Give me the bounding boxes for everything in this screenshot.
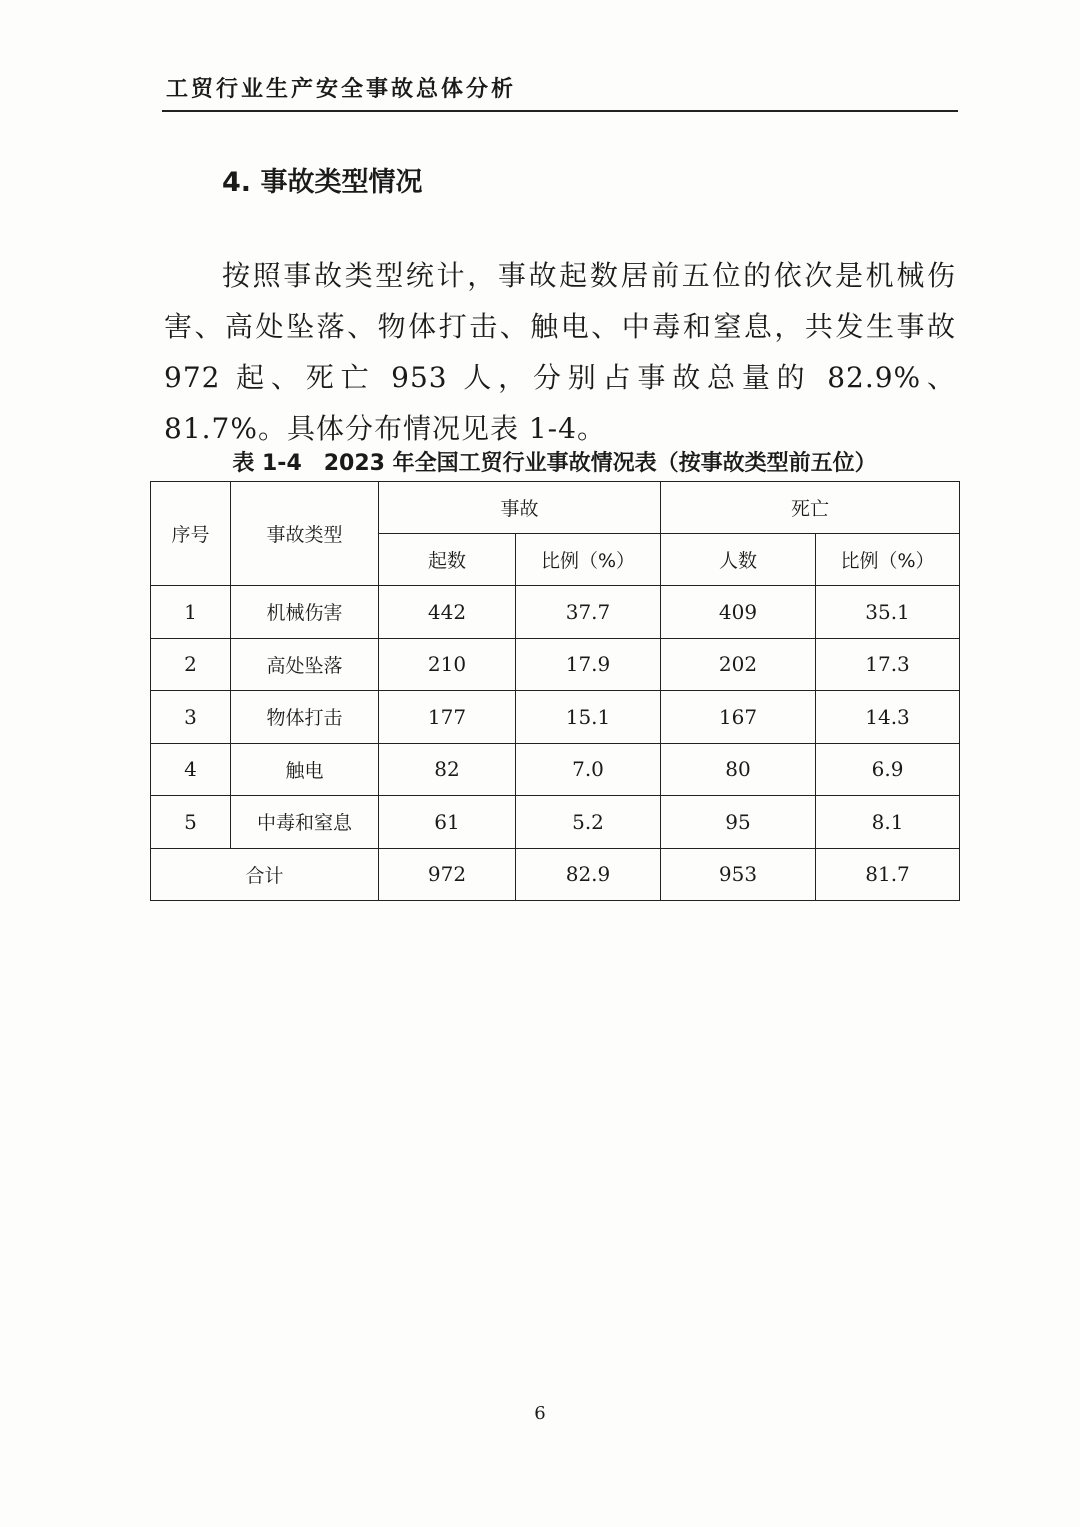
table-row [151,743,960,796]
cell-serial: 2 [151,638,231,691]
cell-serial: 1 [151,586,231,639]
cell-accident-count: 82 [379,743,516,796]
header-accident-ratio: 比例（%） [516,534,661,586]
cell-death-ratio: 6.9 [816,743,960,796]
cell-accident-count: 61 [379,796,516,849]
cell-type: 物体打击 [231,691,379,744]
total-label: 合计 [151,848,379,901]
header-rule [162,110,958,112]
cell-death-count: 95 [661,796,816,849]
cell-accident-count: 210 [379,638,516,691]
total-accident-count: 972 [379,848,516,901]
cell-accident-ratio: 7.0 [516,743,661,796]
page-number: 6 [534,1403,546,1424]
table-row [151,638,960,691]
cell-serial: 4 [151,743,231,796]
table-total-row [151,848,960,901]
cell-type: 中毒和窒息 [231,796,379,849]
cell-serial: 3 [151,691,231,744]
cell-death-ratio: 17.3 [816,638,960,691]
header-death-ratio: 比例（%） [816,534,960,586]
cell-accident-ratio: 5.2 [516,796,661,849]
cell-death-ratio: 14.3 [816,691,960,744]
header-accidents: 事故 [379,482,661,534]
cell-type: 机械伤害 [231,586,379,639]
table-row [151,691,960,744]
total-death-ratio: 81.7 [816,848,960,901]
header-accident-count: 起数 [379,534,516,586]
table-row [151,586,960,639]
cell-death-count: 409 [661,586,816,639]
cell-accident-ratio: 17.9 [516,638,661,691]
running-header: 工贸行业生产安全事故总体分析 [166,77,517,102]
body-paragraph: 按照事故类型统计，事故起数居前五位的依次是机械伤害、高处坠落、物体打击、触电、中毒和窒息，共发生事故 972 起、死亡 953 人，分别占事故总量的 82.9%、81.7%。具体分布情况见表 1-4。 [164,259,956,445]
header-deaths: 死亡 [661,482,960,534]
cell-type: 触电 [231,743,379,796]
total-death-count: 953 [661,848,816,901]
cell-serial: 5 [151,796,231,849]
header-death-count: 人数 [661,534,816,586]
table-caption: 表 1-4 2023 年全国工贸行业事故情况表（按事故类型前五位） [232,451,877,476]
accident-type-table [150,481,960,901]
total-accident-ratio: 82.9 [516,848,661,901]
cell-death-ratio: 8.1 [816,796,960,849]
cell-death-count: 80 [661,743,816,796]
table-row [151,796,960,849]
cell-death-count: 202 [661,638,816,691]
header-serial: 序号 [151,482,231,586]
cell-death-count: 167 [661,691,816,744]
cell-death-ratio: 35.1 [816,586,960,639]
section-heading: 4. 事故类型情况 [222,167,423,198]
cell-type: 高处坠落 [231,638,379,691]
cell-accident-count: 177 [379,691,516,744]
cell-accident-ratio: 15.1 [516,691,661,744]
cell-accident-count: 442 [379,586,516,639]
header-accident-type: 事故类型 [231,482,379,586]
cell-accident-ratio: 37.7 [516,586,661,639]
